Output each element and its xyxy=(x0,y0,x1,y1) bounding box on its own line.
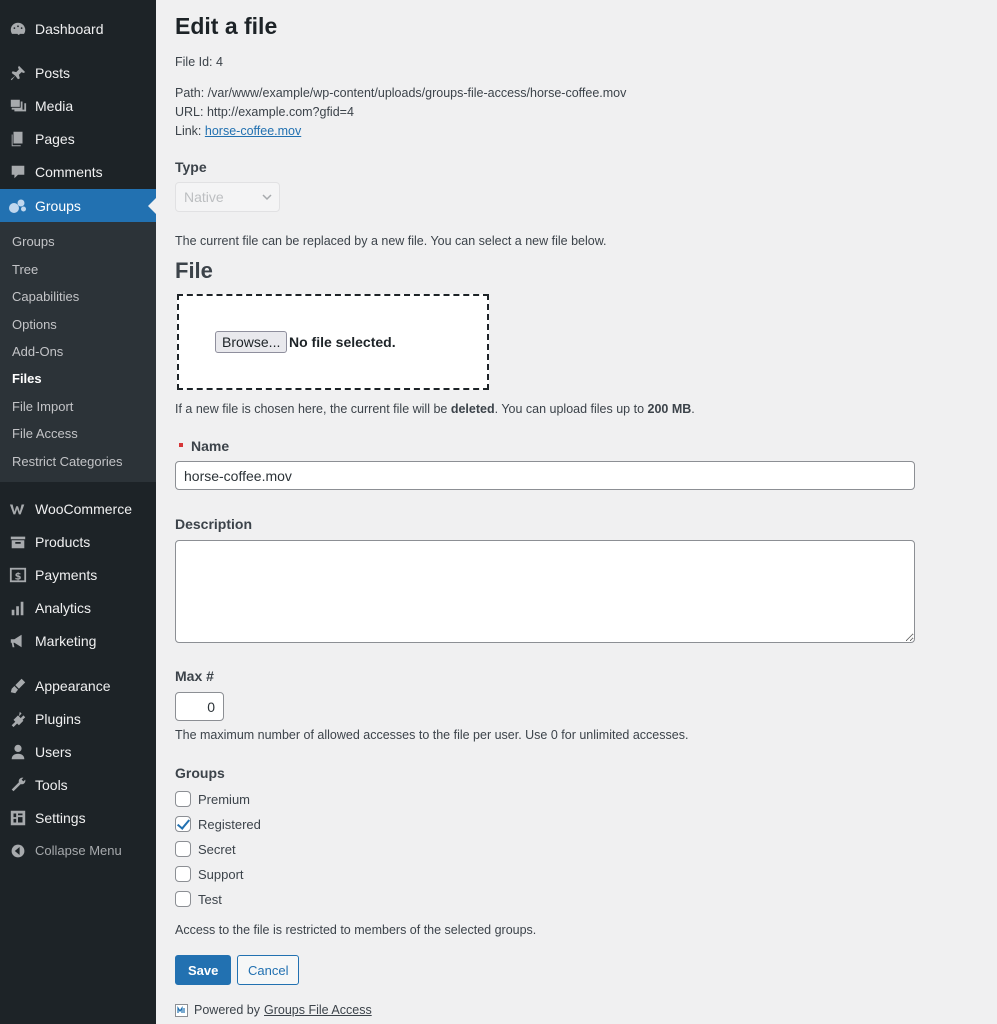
upload-note xyxy=(175,402,695,416)
tools-icon xyxy=(8,775,28,795)
menu-item-dashboard[interactable] xyxy=(0,12,156,45)
dashboard-icon xyxy=(8,19,28,39)
groups-label: Groups xyxy=(175,765,225,781)
woocommerce-icon xyxy=(8,499,28,519)
groups-icon xyxy=(8,196,28,216)
name-label: Name xyxy=(191,438,230,454)
menu-label: Pages xyxy=(35,130,75,147)
upload-note-part: . You can upload files up to xyxy=(494,402,648,416)
menu-item-woocommerce[interactable] xyxy=(0,492,156,525)
description-label: Description xyxy=(175,516,253,532)
groups-file-access-icon xyxy=(175,1004,188,1017)
analytics-icon xyxy=(8,598,28,618)
page-title: Edit a file xyxy=(175,13,278,39)
menu-item-analytics[interactable] xyxy=(0,591,156,624)
group-label-registered: Registered xyxy=(198,817,261,832)
appearance-icon xyxy=(8,676,28,696)
max-label: Max # xyxy=(175,668,214,684)
chevron-down-icon xyxy=(262,190,271,199)
powered-prefix: Powered by xyxy=(194,1003,261,1017)
type-select-wrap xyxy=(175,182,280,212)
no-file-text: No file selected. xyxy=(289,334,396,350)
menu-label: Dashboard xyxy=(35,20,104,37)
users-icon xyxy=(8,742,28,762)
group-label-support: Support xyxy=(198,867,244,882)
submenu-item-tree[interactable]: Tree xyxy=(12,262,39,277)
upload-note-deleted: deleted xyxy=(450,402,495,416)
submenu-item-add-ons[interactable]: Add-Ons xyxy=(12,344,64,359)
admin-sidebar xyxy=(0,0,156,1024)
menu-item-settings[interactable] xyxy=(0,801,156,834)
type-label: Type xyxy=(175,159,207,175)
group-checkbox-support[interactable] xyxy=(175,866,191,882)
menu-item-users[interactable] xyxy=(0,735,156,768)
replace-note: The current file can be replaced by a new file. You can select a new file below. xyxy=(175,234,607,248)
group-checkbox-premium[interactable] xyxy=(175,791,191,807)
cancel-button[interactable]: Cancel xyxy=(237,955,299,985)
menu-label: Comments xyxy=(35,163,103,180)
file-url: URL: http://example.com?gfid=4 xyxy=(175,105,354,119)
menu-item-pages[interactable] xyxy=(0,122,156,155)
collapse-menu-button[interactable] xyxy=(0,834,156,867)
name-label-row xyxy=(179,438,229,454)
max-input[interactable] xyxy=(175,692,224,721)
menu-item-products[interactable] xyxy=(0,525,156,558)
file-heading: File xyxy=(175,258,213,283)
groups-submenu xyxy=(0,222,156,482)
powered-by xyxy=(175,1003,372,1017)
menu-label: Settings xyxy=(35,809,86,826)
pin-icon xyxy=(8,63,28,83)
powered-link[interactable]: Groups File Access xyxy=(264,1003,372,1017)
group-label-premium: Premium xyxy=(198,792,251,807)
upload-note-part: If a new file is chosen here, the current file will be xyxy=(175,402,451,416)
menu-item-marketing[interactable] xyxy=(0,624,156,657)
menu-item-media[interactable] xyxy=(0,89,156,122)
required-indicator xyxy=(179,443,183,447)
menu-label: Appearance xyxy=(35,677,111,694)
group-label-test: Test xyxy=(198,892,222,907)
plugins-icon xyxy=(8,709,28,729)
link-prefix: Link: xyxy=(175,124,205,138)
menu-label: Posts xyxy=(35,64,71,81)
menu-label: Analytics xyxy=(35,599,92,616)
group-checkbox-registered[interactable] xyxy=(175,816,191,832)
menu-item-groups[interactable] xyxy=(0,189,156,222)
settings-icon xyxy=(8,808,28,828)
payments-icon xyxy=(8,565,28,585)
svg-text:$: $ xyxy=(14,571,22,582)
marketing-icon xyxy=(8,631,28,651)
collapse-icon xyxy=(8,841,28,861)
menu-item-payments[interactable] xyxy=(0,558,156,591)
group-label-secret: Secret xyxy=(198,842,236,857)
menu-label: Plugins xyxy=(35,710,81,727)
submenu-item-capabilities[interactable]: Capabilities xyxy=(12,289,80,304)
menu-item-appearance[interactable] xyxy=(0,669,156,702)
group-checkbox-test[interactable] xyxy=(175,891,191,907)
browse-button[interactable]: Browse... xyxy=(215,331,287,353)
file-id: File Id: 4 xyxy=(175,55,223,69)
collapse-label: Collapse Menu xyxy=(35,843,122,858)
pages-icon xyxy=(8,129,28,149)
menu-label: Marketing xyxy=(35,632,97,649)
file-link[interactable]: horse-coffee.mov xyxy=(204,124,302,138)
submenu-item-files[interactable]: Files xyxy=(12,371,42,386)
menu-item-comments[interactable] xyxy=(0,155,156,188)
menu-label: Users xyxy=(35,743,72,760)
menu-label: Products xyxy=(35,533,91,550)
submenu-item-groups[interactable]: Groups xyxy=(12,234,55,249)
description-textarea[interactable] xyxy=(175,540,915,643)
menu-item-posts[interactable] xyxy=(0,56,156,89)
upload-note-size: 200 MB xyxy=(647,402,692,416)
menu-label: Media xyxy=(35,97,74,114)
menu-label: Groups xyxy=(35,197,81,214)
submenu-item-file-import[interactable]: File Import xyxy=(12,399,74,414)
menu-label: WooCommerce xyxy=(35,500,132,517)
max-note: The maximum number of allowed accesses to the file per user. Use 0 for unlimited accesses. xyxy=(175,728,689,742)
submenu-item-options[interactable]: Options xyxy=(12,317,57,332)
menu-item-tools[interactable] xyxy=(0,768,156,801)
menu-label: Payments xyxy=(35,566,98,583)
groups-note: Access to the file is restricted to members of the selected groups. xyxy=(175,923,537,937)
save-button[interactable]: Save xyxy=(175,955,231,985)
media-icon xyxy=(8,96,28,116)
products-icon xyxy=(8,532,28,552)
comments-icon xyxy=(8,162,28,182)
upload-note-part: . xyxy=(691,402,695,416)
menu-item-plugins[interactable] xyxy=(0,702,156,735)
file-dropzone[interactable] xyxy=(177,294,489,390)
file-link-row xyxy=(175,124,301,138)
submenu-item-restrict-categories[interactable]: Restrict Categories xyxy=(12,454,123,469)
file-path: Path: /var/www/example/wp-content/uploads/groups-file-access/horse-coffee.mov xyxy=(175,86,627,100)
group-checkbox-secret[interactable] xyxy=(175,841,191,857)
menu-label: Tools xyxy=(35,776,68,793)
name-input[interactable] xyxy=(175,461,915,490)
submenu-item-file-access[interactable]: File Access xyxy=(12,426,78,441)
